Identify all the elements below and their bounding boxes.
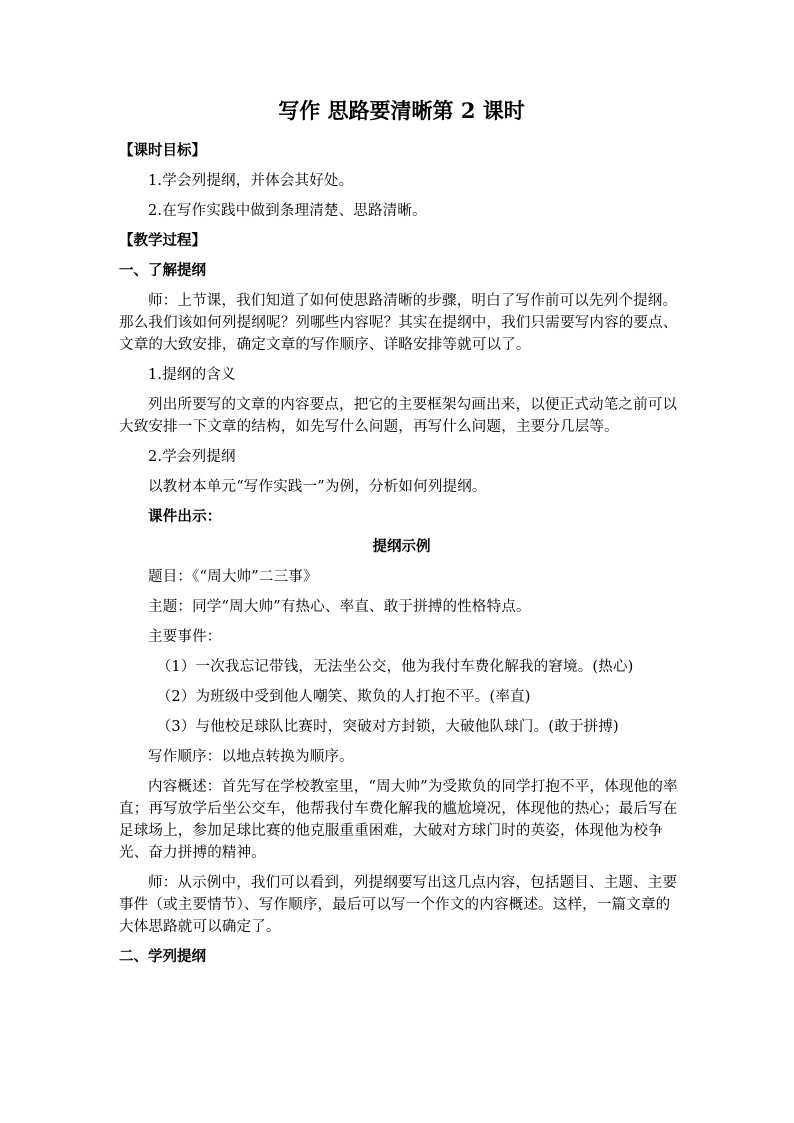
example-theme: 主题：同学“周大帅”有热心、率直、敢于拼搏的性格特点。 [148, 599, 531, 615]
point-title: 2.学会列提纲 [148, 449, 236, 465]
section-heading-2: 二、学列提纲 [119, 948, 206, 965]
teacher-conclusion: 师：从示例中，我们可以看到，列提纲要写出这几点内容，包括题目、主题、主要事件（或主要情节）、写作顺序，最后可以写一个作文的内容概述。这样，一篇文章的大体思路就可以确定了。 [119, 875, 678, 935]
event-item: （3）与他校足球队比赛时，突破对方封锁，大破他队球门。(敢于拼搏) [156, 719, 619, 735]
events-label: 主要事件： [148, 629, 222, 645]
example-title: 提纲示例 [372, 538, 431, 555]
event-item: （1）一次我忘记带钱，无法坐公交，他为我付车费化解我的窘境。(热心) [156, 659, 634, 675]
event-item: （2）为班级中受到他人嘲笑、欺负的人打抱不平。(率直) [156, 689, 531, 705]
objective-item: 1.学会列提纲，并体会其好处。 [148, 173, 354, 189]
objective-item: 2.在写作实践中做到条理清楚、思路清晰。 [148, 203, 427, 219]
point-text: 列出所要写的文章的内容要点，把它的主要框架勾画出来，以便正式动笔之前可以大致安排一下文章的结构，如先写什么问题，再写什么问题，主要分几层等。 [119, 397, 678, 435]
objectives-heading: 【课时目标】 [119, 142, 206, 159]
courseware-label: 课件出示： [148, 508, 222, 525]
page-title: 写作 思路要清晰第 2 课时 [278, 98, 525, 123]
example-topic: 题目：《“周大帅”二三事》 [148, 569, 318, 585]
section-heading-1: 一、了解提纲 [119, 262, 206, 279]
document-page [119, 96, 684, 976]
teacher-intro: 师：上节课，我们知道了如何使思路清晰的步骤，明白了写作前可以先列个提纲。那么我们该如何列提纲呢？列哪些内容呢？其实在提纲中，我们只需要写内容的要点、文章的大致安排，确定文章的写作顺序、详略安排等就可以了。 [119, 293, 678, 353]
content-summary: 内容概述：首先写在学校教室里，“周大帅”为受欺负的同学打抱不平，体现他的率直；再写放学后坐公交车，他帮我付车费化解我的尴尬境况，体现他的热心；最后写在足球场上，参加足球比赛的他克服重重困难，大破对方球门时的英姿，体现他为校争光、奋力拼搏的精神。 [119, 779, 678, 861]
writing-order: 写作顺序：以地点转换为顺序。 [148, 749, 354, 765]
point-title: 1.提纲的含义 [148, 367, 236, 383]
point-text: 以教材本单元“写作实践一”为例，分析如何列提纲。 [148, 479, 487, 495]
process-heading: 【教学过程】 [119, 232, 206, 249]
